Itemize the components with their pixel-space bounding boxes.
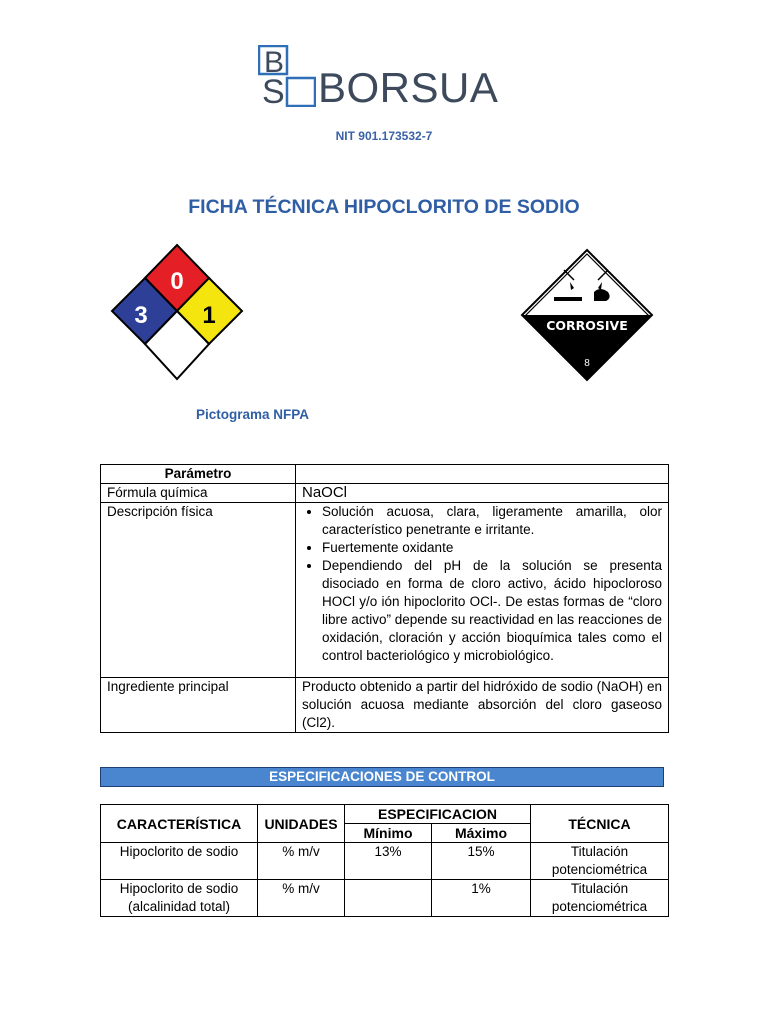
ingredient-value: Producto obtenido a partir del hidróxido de sodio (NaOH) en solución acuosa mediante absorción del cloro gaseoso (Cl2).: [296, 678, 669, 733]
hazard-class-number: 8: [584, 358, 590, 369]
formula-value: NaOCl: [296, 484, 669, 503]
header-minimo: Mínimo: [345, 824, 432, 843]
table-row: [101, 880, 669, 917]
header-especificacion: ESPECIFICACION: [345, 805, 531, 824]
table-row: [101, 484, 669, 503]
list-item: • Fuertemente oxidante: [322, 539, 662, 557]
cell-tecnica: Titulación potenciométrica: [531, 843, 669, 880]
nfpa-flammability-value: 0: [170, 268, 184, 295]
description-label: Descripción física: [101, 503, 296, 678]
nit-number: NIT 901.173532-7: [335, 129, 433, 143]
parameter-header-value: [296, 465, 669, 484]
description-list: [302, 503, 662, 677]
page-title: FICHA TÉCNICA HIPOCLORITO DE SODIO: [188, 196, 580, 218]
nfpa-reactivity-value: 1: [202, 302, 216, 329]
borsua-logo-icon: [258, 45, 316, 107]
spec-table: [100, 804, 669, 917]
cell-maximo: 15%: [432, 843, 531, 880]
table-row: [101, 465, 669, 484]
description-value: [296, 503, 669, 678]
parameter-header: Parámetro: [101, 465, 296, 484]
list-item: • Solución acuosa, clara, ligeramente amarilla, olor característico penetrante e irritante.: [322, 503, 662, 539]
table-header-row: [101, 805, 669, 824]
nfpa-diamond-icon: [110, 243, 244, 381]
parameter-table: [100, 464, 669, 733]
nfpa-health-value: 3: [134, 302, 148, 329]
cell-caracteristica: Hipoclorito de sodio (alcalinidad total): [101, 880, 258, 917]
table-row: [101, 678, 669, 733]
header-caracteristica: CARACTERÍSTICA: [101, 805, 258, 843]
header-tecnica: TÉCNICA: [531, 805, 669, 843]
formula-label: Fórmula química: [101, 484, 296, 503]
header-maximo: Máximo: [432, 824, 531, 843]
ingredient-label: Ingrediente principal: [101, 678, 296, 733]
corrosive-label-text: CORROSIVE: [546, 318, 628, 333]
cell-minimo: 13%: [345, 843, 432, 880]
header-unidades: UNIDADES: [258, 805, 345, 843]
cell-tecnica: Titulación potenciométrica: [531, 880, 669, 917]
cell-caracteristica: Hipoclorito de sodio: [101, 843, 258, 880]
brand-name: BORSUA: [318, 64, 499, 111]
table-row: [101, 503, 669, 678]
table-row: [101, 843, 669, 880]
spec-section-title: ESPECIFICACIONES DE CONTROL: [100, 767, 664, 787]
cell-minimo: [345, 880, 432, 917]
svg-text:B: B: [264, 46, 285, 79]
cell-maximo: 1%: [432, 880, 531, 917]
list-item: • Dependiendo del pH de la solución se presenta disociado en forma de cloro activo, ácido hipocloroso HOCl y/o ión hipoclorito OCl-. De estas formas de “cloro libre activo” depende su reactividad en las reacciones de oxidación, cloración y acción bioquímica tales como el control bacteriológico y microbiológico.: [322, 557, 662, 677]
nfpa-caption: Pictograma NFPA: [196, 407, 310, 422]
corrosive-hazard-icon: [520, 248, 654, 382]
cell-unidades: % m/v: [258, 880, 345, 917]
svg-text:S: S: [262, 73, 285, 107]
cell-unidades: % m/v: [258, 843, 345, 880]
